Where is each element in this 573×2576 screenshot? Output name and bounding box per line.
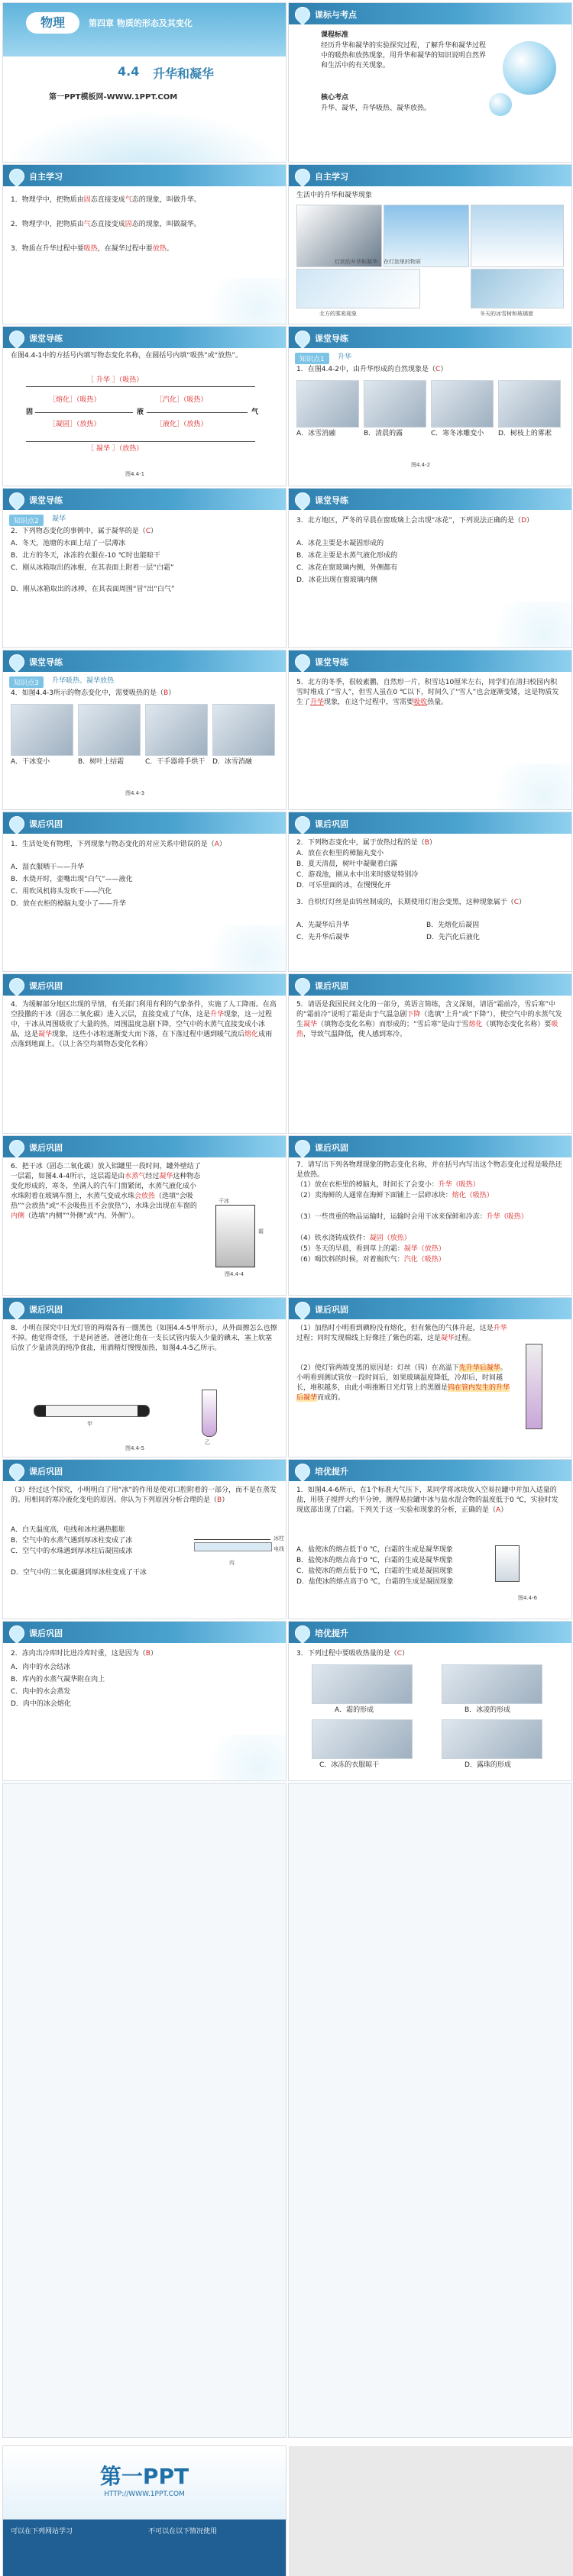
slide-hw6: [3, 1136, 286, 1295]
slide-header: [289, 489, 571, 510]
option: D．露珠的形成: [465, 1761, 511, 1769]
knowledge-tag: 知识点3: [9, 676, 44, 688]
blank-area: [289, 1784, 571, 2437]
slide-self-study: [3, 165, 286, 324]
logo-url: HTTP://WWW.1PPT.COM: [104, 2490, 185, 2498]
paragraph: （2）使灯管两端变黑的原因是：灯丝（钨）在高温下先升华后凝华。小明看到测试管放一段时间后，如果玻璃温度降低，冷却后，时间越长，堆积越多，由此小明推断日光灯管上的黑圈是钨在管内发生的升华后凝华而成的。: [296, 1364, 510, 1402]
question: 4．为缓解部分地区出现的旱情，有关部门利用有利的气象条件，实施了人工降雨。在高空投撒的干冰（固态二氧化碳）进入云层，直接变成了气体，这是升华现象，这一过程中，干冰从周围吸收了大量的热，周围温度急剧下降，空气中的水蒸气直接变成小冰晶，这是凝华现象，这些小冰粒逐渐变大而下落，在下落过程中遇到暖气流后熔化成雨点落到地面上。（以上各空均填物态变化名称）: [11, 1001, 277, 1048]
header-title: 课后巩固: [315, 981, 348, 991]
header-title: 课堂导练: [29, 334, 63, 344]
heading: 课程标准: [321, 31, 349, 39]
droplet-icon: [292, 1461, 313, 1482]
slide-title: 生活中的升华和凝华现象: [296, 192, 373, 199]
option: A．霜的形成: [335, 1706, 374, 1714]
question: 7．请写出下列各物理现象的物态变化名称，并在括号内写出这个物态变化过程是吸热还是放热。: [296, 1161, 562, 1179]
droplet-icon: [6, 328, 28, 349]
question: 1．在图4.4-2中，由升华形成的自然现象是（C）: [296, 366, 448, 373]
question: 4．如图4.4-3所示的物态变化中，需要吸热的是（B）: [11, 689, 176, 697]
knowledge-name: 凝华: [52, 515, 66, 523]
slide-header: [3, 327, 286, 348]
watermark: [194, 1735, 286, 1780]
diagram-label: 甲: [87, 1421, 92, 1427]
slide-header: [289, 974, 571, 996]
option: A．冰雪消融: [296, 430, 336, 437]
slide-advanced3: [289, 1622, 571, 1780]
decorative-bubble: [503, 41, 556, 95]
knowledge-name: 升华吸热、凝华放热: [52, 677, 115, 685]
droplet-icon: [6, 975, 28, 996]
header-title: 课标与考点: [315, 10, 357, 20]
subject-badge: 物理: [26, 12, 79, 34]
slide-hw4: [3, 974, 286, 1133]
arrow-label: ［液化］（放热）: [156, 421, 208, 428]
question: 2．冻肉出冷库时比进冷库时重，这是因为（B）: [11, 1650, 157, 1658]
sub-question: （5）冬天的早晨，看到草上的霜：凝华（放热）: [296, 1245, 445, 1253]
option: D．冰花出现在窗玻璃内侧: [296, 576, 377, 584]
header-title: 课后巩固: [29, 1143, 63, 1153]
photo-b: [78, 704, 141, 756]
can-diagram: [495, 1545, 520, 1582]
photo-c: [431, 380, 494, 428]
question: 1．物理学中，把物质由固态直接变成气态的现象，叫做升华。: [11, 196, 201, 204]
slide-hw1: [3, 812, 286, 971]
droplet-icon: [292, 1137, 313, 1158]
slide-header: [289, 165, 571, 186]
droplet-icon: [292, 166, 313, 187]
sub-question: （3）一些贵重的物品运输时，运输时会用干冰来保鲜和冷冻：升华（吸热）: [296, 1213, 528, 1221]
photo-b: [442, 1664, 542, 1704]
droplet-icon: [292, 651, 313, 673]
title-slide: [3, 3, 286, 162]
option: C．盐使冰的熔点低于0 ℃，白霜的生成是凝固现象: [296, 1567, 453, 1575]
sub-question: （2）卖海鲜的人通常在海鲜下面铺上一层碎冰块：熔化（吸热）: [296, 1192, 494, 1199]
arrow-line: [26, 386, 255, 387]
option: C．空气中的水珠遇到厚冰柱后凝固成冰: [11, 1548, 133, 1555]
droplet-icon: [292, 813, 313, 834]
header-title: 培优提升: [315, 1467, 348, 1477]
slide-hw7: [289, 1136, 571, 1295]
slide-header: [3, 1298, 286, 1319]
option: D．树枝上的雾凇: [498, 430, 552, 437]
option: B．先熔化后凝固: [426, 922, 480, 929]
droplet-icon: [292, 328, 313, 349]
photo-d: [498, 380, 561, 428]
option: D．刚从冰箱取出的冰棒，在其表面周围“冒”出“白气”: [11, 586, 175, 593]
knowledge-tag: 知识点2: [9, 515, 44, 526]
droplet-icon: [6, 166, 28, 187]
option: B．冰凌的形成: [465, 1706, 511, 1714]
option: D．先汽化后液化: [426, 934, 480, 941]
option: B．水烧开时，壶嘴出现“白气”——液化: [11, 876, 133, 883]
header-title: 课堂导练: [315, 496, 348, 505]
photo-a: [296, 380, 359, 428]
option: A．湿衣服晒干——升华: [11, 864, 85, 871]
question: 2．下列物态变化的事例中，属于凝华的是（C）: [11, 528, 158, 535]
logo-text: 第一PPT: [99, 2464, 189, 2489]
header-title: 课堂导练: [315, 657, 348, 667]
blank-area: [3, 1784, 286, 2437]
slide-header: [3, 812, 286, 834]
slide-advanced1: [289, 1460, 571, 1619]
droplet-icon: [6, 489, 28, 511]
footer-heading: 可以在下列网站学习: [11, 2528, 73, 2536]
slide-q1: [289, 327, 571, 486]
question: 3．下列过程中要吸收热量的是（C）: [296, 1650, 410, 1658]
droplet-icon: [292, 1299, 313, 1320]
figure-label: 图4.4-4: [225, 1271, 244, 1277]
question: 5．北方的冬季，很较素鹏，自然形一片，积雪达10厘米左右，同学们在清扫校园内积雪时堆成了“雪人”，但雪人虽在0 ℃以下，时间久了“雪人”也会逐渐变矮，这是物质发生了升华现象，在这个过程中，雪需要吸收热量。: [296, 679, 559, 706]
figure-label: 图4.4-3: [125, 790, 145, 796]
option: C．刚从冰箱取出的冰棍，在其表面上附着一层“白霜”: [11, 564, 174, 572]
option: C．游戏池，刚从水中出来时感觉特别冷: [296, 871, 419, 879]
option: B．树叶上结霜: [78, 758, 125, 766]
option: A．冬天，池塘的水面上结了一层薄冰: [11, 540, 126, 547]
question: 3．北方地区，严冬的早晨在窗玻璃上会出现“冰花”，下列说法正确的是（D）: [296, 517, 534, 525]
slide-q3: [289, 489, 571, 647]
slide-header: [289, 1622, 571, 1643]
photo-d: [442, 1719, 542, 1759]
option: B．冰花主要是水蒸气液化形成的: [296, 552, 398, 560]
option: D．可乐里面的冰，在慢慢化开: [296, 882, 391, 889]
header-title: 培优提升: [315, 1629, 348, 1638]
header-title: 课堂导练: [315, 334, 348, 344]
photo-c: [145, 704, 208, 756]
photo-a: [312, 1664, 413, 1704]
option: C．肉中的水会蒸发: [11, 1688, 71, 1696]
caption: 灯丝的升华和凝华: [335, 259, 377, 265]
question: 3．自炽灯灯丝是由钨丝制成的，长期使用灯泡会变黑，这种现象属于（C）: [296, 899, 526, 906]
watermark: [480, 763, 571, 809]
diagram-label: 干冰: [219, 1198, 229, 1204]
paragraph: （1）加热时小明看到碘粉没有熔化，但有紫色的气体升起，这是升华过程；同时发现棉线上好像挂了紫色的霜，这是凝华过程。: [296, 1325, 507, 1342]
option: C．干手器将手烘干: [145, 758, 206, 766]
header-title: 课后巩固: [315, 819, 348, 829]
ppt-logo: [64, 2460, 225, 2506]
header-title: 课堂导练: [29, 657, 63, 667]
droplet-icon: [292, 975, 313, 996]
rime-photo: [296, 269, 420, 308]
arrow-label: ［汽化］（吸热）: [156, 396, 208, 404]
slide-hw2: [289, 812, 571, 971]
photo-b: [364, 380, 426, 428]
question: 1．如图4.4-6所示，在1个标准大气压下，某同学将冰块放入空易拉罐中并加入适量的盐，用筷子搅拌大约半分钟，测得易拉罐中冰与盐水混合物的温度低于0 ℃，实验时发现底部出现了白霜。下列关于这一实验和现象的分析，正确的是（A）: [296, 1487, 558, 1514]
option: D．放在衣柜的樟脑丸变小了——升华: [11, 900, 126, 908]
arrow-line: [35, 412, 133, 413]
slide-hw-q2: [3, 1622, 286, 1780]
header-title: 课后巩固: [29, 1629, 63, 1638]
slide-header: [289, 327, 571, 348]
ice-window-photo: [471, 269, 564, 308]
question: 3．物质在升华过程中要吸热，在凝华过程中要放热。: [11, 245, 173, 253]
watermark: [480, 602, 571, 647]
section-number: 4.4: [118, 64, 140, 79]
question: 6．把干冰（固态二氧化碳）放入铝罐里一段时间，罐外壁结了一层霜，如图4.4-4所示，这层霜是由水蒸气经过凝华这种物态变化形成的，寒冬，坐满人的汽车门窗紧闭，水蒸气液化成小水珠附着在玻璃车窗上，水蒸气变成水珠会放热（选填“会吸热”“会放热”或“不会吸热且不会放热”），水珠会出现在车窗的内侧（选填“内侧”“外侧”或“内、外侧”）。: [11, 1163, 201, 1220]
slide-q2: [3, 489, 286, 647]
paragraph: 升华、凝华，升华吸热、凝华放热。: [321, 105, 432, 112]
droplet-icon: [6, 1622, 28, 1644]
option: C．寒冬冰雕变小: [431, 430, 484, 437]
option: C．先升华后凝华: [296, 934, 350, 941]
tube-diagram: [34, 1405, 150, 1417]
slide-header: [3, 1136, 286, 1157]
slide-header: [3, 489, 286, 510]
slide-header: [289, 3, 571, 24]
caption: 北方的雾凇现象: [319, 311, 357, 317]
figure-label: 图4.4-1: [125, 471, 145, 477]
site-name: 第一PPT模板网-WWW.1PPT.COM: [49, 93, 178, 102]
droplet-icon: [292, 489, 313, 511]
footer-heading: 不可以在以下情况使用: [148, 2528, 218, 2536]
heading: 核心考点: [321, 94, 349, 102]
wire-diagram: [194, 1539, 270, 1540]
arrow-label: ［ 凝华 ］（放热）: [87, 445, 144, 453]
diagram-label: 冰柱: [274, 1535, 284, 1541]
diagram-label: 丙: [229, 1560, 235, 1566]
snow-photo: [471, 205, 564, 267]
option: C．冰花在窗玻璃内侧，外侧都有: [296, 564, 398, 572]
figure-label: 图4.4-5: [125, 1445, 145, 1451]
header-title: 课后巩固: [29, 819, 63, 829]
watermark: [194, 925, 286, 971]
slide-header: [3, 650, 286, 672]
diagram-label: 乙: [205, 1439, 210, 1445]
question: 1．生活处处有物理，下列现象与物态变化的对应关系中错误的是（A）: [11, 841, 226, 848]
slide-hw8c: [3, 1460, 286, 1619]
header-title: 课后巩固: [315, 1305, 348, 1315]
question: 2．下列物态变化中，属于放热过程的是（B）: [296, 839, 436, 847]
slide-header: [289, 1298, 571, 1319]
option: D．冰雪消融: [212, 758, 252, 766]
header-title: 课后巩固: [29, 1467, 63, 1477]
option: B．库内的水蒸气凝华附在肉上: [11, 1676, 105, 1683]
caption: 在灯泡里的物质: [384, 259, 421, 265]
arrow-line: [26, 441, 255, 442]
caption: 冬天的冰雪树和玻璃窗: [480, 311, 533, 317]
droplet-icon: [6, 1461, 28, 1482]
slide-header: [3, 1622, 286, 1643]
question: 5．请语是我国民间文化的一部分，英语言简练，含义深刻，请语“霜前冷，雪后寒”中的“霜前冷”说明了霜是由于气温急剧下降（选填“上升”或“下降”），使空气中的水蒸气发生凝华（填物态变化名称）而形成的；“雪后寒”是由于雪熔化（填物态变化名称）要吸热，导致气温降低，使人感到寒冷。: [296, 1001, 562, 1038]
can-diagram: [215, 1205, 255, 1267]
option: D．空气中的二氧化碳遇到厚冰柱变成了干冰: [11, 1569, 147, 1577]
option: A．放在衣柜里的樟脑丸变小: [296, 850, 384, 857]
question: 在图4.4-1中的方括号内填写物态变化名称，在圆括号内填“吸热”或“放热”。: [11, 352, 242, 360]
option: D．盐使冰的熔点高于0 ℃，白霜的生成是凝固现象: [296, 1578, 454, 1586]
arrow-label: ［熔化］（吸热）: [49, 396, 101, 404]
arrow-line: [147, 412, 248, 413]
end-slide: [3, 2446, 286, 2576]
header-title: 自主学习: [315, 172, 348, 182]
header-title: 课后巩固: [315, 1143, 348, 1153]
option: C．用吹风机将头发吹干——汽化: [11, 888, 112, 896]
photo-d: [212, 704, 275, 756]
arrow-label: ［凝固］（放热）: [49, 421, 101, 428]
header-title: 自主学习: [29, 172, 63, 182]
option: A．干冰变小: [11, 758, 50, 766]
droplet-icon: [6, 1299, 28, 1320]
option: A．肉中的水会结冰: [11, 1664, 71, 1671]
empty-cell: [289, 2446, 573, 2576]
question: （3）经过这个探究，小明明白了用“冰”的作用是使对口腔附着的一部分，而不是在蒸发的。用相同的寒冷液化变电的原因。你认为下列原因分析合理的是（B）: [11, 1487, 277, 1504]
option: A．白天温度高，电线和冰柱遇热膨胀: [11, 1526, 126, 1534]
state-gas: 气: [251, 408, 259, 416]
diagram-label: 霜: [258, 1228, 264, 1235]
slide-standards: [289, 3, 571, 162]
droplet-icon: [6, 1137, 28, 1158]
decorative-bubble: [489, 93, 512, 116]
droplet-icon: [6, 813, 28, 834]
sub-question: （4）铁水浇铸成铁件：凝固（放热）: [296, 1235, 411, 1242]
slide-header: [289, 812, 571, 834]
option: B．盐使冰的熔点高于0 ℃，白霜的生成是凝华现象: [296, 1557, 453, 1564]
sub-question: （1）放在衣柜里的樟脑丸，时间长了会变小：升华（吸热）: [296, 1181, 480, 1189]
diagram-label: 电线: [274, 1546, 284, 1552]
option: D．肉中的冰会熔化: [11, 1700, 71, 1708]
sub-question: （6）喝饮料的时候，对着瓶吹气：汽化（吸热）: [296, 1256, 445, 1264]
option: B．清晨的露: [364, 430, 403, 437]
question: 2．物理学中，把物质由气态直接变成固态的现象，叫做凝华。: [11, 221, 201, 228]
option: B．北方的冬天，冰冻的衣服在-10 ℃时也能晾干: [11, 552, 160, 560]
slide-header: [3, 165, 286, 186]
bottom-decoration: [3, 110, 286, 162]
slide-hw8b: [289, 1298, 571, 1457]
knowledge-tag: 知识点1: [295, 353, 329, 364]
apparatus-diagram: [526, 1344, 542, 1429]
option: C．冰冻的衣服晾干: [319, 1761, 380, 1769]
slide-header: [3, 1460, 286, 1481]
droplet-icon: [292, 4, 313, 25]
slide-q4: [3, 650, 286, 809]
slide-q5: [289, 650, 571, 809]
ice-diagram: [194, 1542, 272, 1551]
figure-label: 图4.4-6: [518, 1595, 538, 1601]
header-title: 课后巩固: [29, 981, 63, 991]
slide-header: [289, 1136, 571, 1157]
slide-header: [289, 650, 571, 672]
paragraph: 经历升华和凝华的实验探究过程，了解升华和凝华过程中的吸热和放热现象，用升华和凝华的知识说明自然界和生活中的有关现象。: [321, 42, 487, 69]
state-solid: 固: [26, 408, 34, 416]
test-tube-diagram: [202, 1390, 217, 1437]
slide-phenomena: [289, 165, 571, 324]
figure-label: 图4.4-2: [411, 462, 431, 468]
slide-diagram: [3, 327, 286, 486]
header-title: 课后巩固: [29, 1305, 63, 1315]
option: A．先凝华后升华: [296, 922, 350, 929]
state-liquid: 液: [137, 408, 144, 416]
photo-c: [312, 1719, 413, 1759]
lesson-title: 升华和凝华: [153, 66, 215, 81]
droplet-icon: [6, 651, 28, 673]
slide-hw8: [3, 1298, 286, 1457]
chapter-title: 第四章 物质的形态及其变化: [89, 18, 193, 28]
option: B．空气中的水蒸气遇到厚冰柱变成了冰: [11, 1537, 133, 1545]
knowledge-name: 升华: [338, 353, 352, 361]
arrow-label: ［ 升华 ］（吸热）: [87, 376, 144, 384]
header-title: 课堂导练: [29, 496, 63, 505]
option: A．盐使冰的熔点低于0 ℃，白霜的生成是凝华现象: [296, 1546, 453, 1554]
question: 8．小明在探究中日光灯管的两端各有一圈黑色（如图4.4-5甲所示），从外面擦怎么也擦不掉。他觉得奇怪，于是问爸爸。爸爸让他在一支长试管内装入少量的碘末，塞上软塞后放了少量清洗的纯净食盐，用酒精灯慢慢加热，如图4.4-5乙所示。: [11, 1325, 277, 1352]
slide-header: [3, 974, 286, 996]
watermark: [194, 278, 286, 324]
droplet-icon: [292, 1622, 313, 1644]
slide-hw5: [289, 974, 571, 1133]
photo-a: [11, 704, 73, 756]
slide-header: [289, 1460, 571, 1481]
option: B．夏天清晨，树叶中凝聚着白露: [296, 860, 398, 868]
option: A．冰花主要是水凝固形成的: [296, 540, 384, 547]
